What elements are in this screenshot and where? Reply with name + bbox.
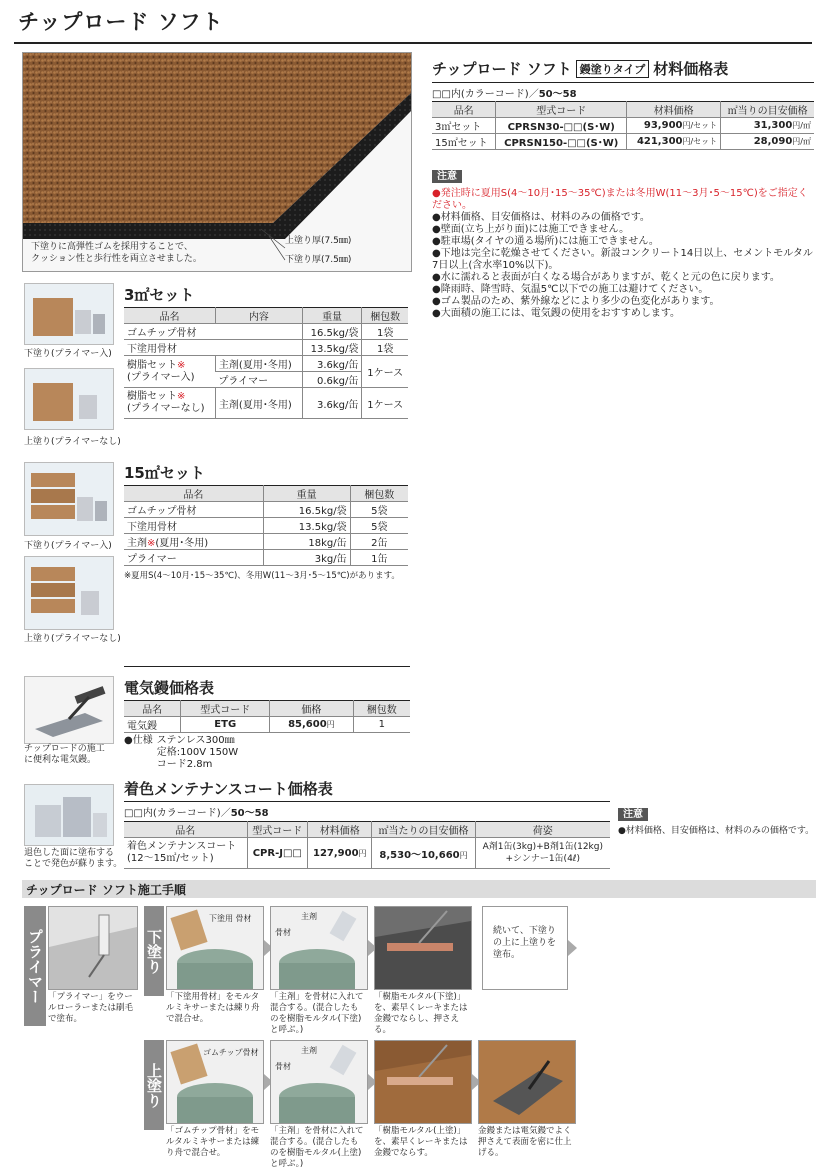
maint-photo	[24, 784, 114, 846]
step-top2-image: 主剤 骨材	[270, 1040, 368, 1124]
step-under3-image	[374, 906, 472, 990]
step-top2-caption: 「主剤」を骨材に入れて混合する。(混合したものを樹脂モルタル(上塗)と呼ぶ。)	[270, 1126, 364, 1169]
price-table: 品名 型式コード 材料価格 ㎡当りの目安価格 3㎡セット CPRSN30-□□(S･W) 93,900円/セット 31,300円/㎡ 15㎡セット CPRSN150-□□(S･W) 421,300円/セット 28,090円/㎡	[432, 101, 814, 150]
step-under1-image: 下塗用 骨材	[166, 906, 264, 990]
step-under3-caption: 「樹脂モルタル(下塗)」を、素早くレーキまたは金鏝でならし、押さえる。	[374, 992, 468, 1035]
table-row: 電気鏝 ETG 85,600円 1	[124, 717, 410, 733]
maint-table: 品名 型式コード 材料価格 ㎡当たりの目安価格 荷姿 着色メンテナンスコート (12〜15㎡/セット) CPR-J□□ 127,900円 8,530〜10,660円 A剤1缶(3kg)+B剤1缶(12kg) +シンナー1缶(4ℓ)	[124, 821, 610, 869]
label-top-coat: 上塗り厚(7.5㎜)	[285, 236, 352, 246]
maint-photo-caption: 退色した面に塗布する ことで発色が蘇ります。	[24, 848, 123, 869]
set15-title: 15㎡セット	[124, 464, 205, 482]
table-row: 樹脂セット※ (プライマーなし) 主剤(夏用･冬用) 3.6kg/缶 1ケース	[124, 388, 408, 419]
set15-photo-no-primer	[24, 556, 114, 630]
table-row: 着色メンテナンスコート (12〜15㎡/セット) CPR-J□□ 127,900円 8,530〜10,660円 A剤1缶(3kg)+B剤1缶(12kg) +シンナー1缶(4ℓ)	[124, 838, 610, 869]
page-title: チップロード ソフト	[18, 10, 224, 34]
table-row: 樹脂セット※ (プライマー入) 主剤(夏用･冬用) 3.6kg/缶 1ケース	[124, 356, 408, 372]
step-under1-caption: 「下塗用骨材」をモルタルミキサーまたは練り舟で混合せ。	[166, 992, 260, 1024]
hero-image	[22, 52, 412, 272]
set3-table: 品名 内容 重量 梱包数 ゴムチップ骨材 16.5kg/袋 1袋 下塗用骨材 13.5kg/袋 1袋 樹脂セット※ (プライマー入) 主剤(夏用･冬用) 3.6kg/缶 1ケース プライマー 0.6kg/缶 樹脂セット※ (プライマーなし) 主剤(夏用･冬用) 3.6kg/缶 1ケース	[124, 307, 408, 419]
set15-table: 品名 重量 梱包数 ゴムチップ骨材 16.5kg/袋 5袋 下塗用骨材 13.5kg/袋 5袋 主剤※(夏用･冬用) 18kg/缶 2缶 プライマー 3kg/缶 1缶	[124, 485, 408, 566]
label-base-coat: 下塗り厚(7.5㎜)	[285, 255, 352, 265]
step-top3-caption: 「樹脂モルタル(上塗)」を、素早くレーキまたは金鏝でならす。	[374, 1126, 468, 1158]
trowel-title: 電気鏝価格表	[124, 679, 215, 697]
set15-photo-primer	[24, 462, 114, 536]
set15-footnote: ※夏用S(4〜10月･15〜35℃)、冬用W(11〜3月･5〜15℃)があります。	[124, 571, 400, 581]
step-top3-image	[374, 1040, 472, 1124]
table-row: 下塗用骨材 13.5kg/袋 5袋	[124, 518, 408, 534]
table-row: 3㎡セット CPRSN30-□□(S･W) 93,900円/セット 31,300円/㎡	[432, 118, 814, 134]
step-top1-caption: 「ゴムチップ骨材」をモルタルミキサーまたは練り舟で混合せ。	[166, 1126, 260, 1158]
title-rule	[14, 42, 812, 44]
step-primer-caption: 「プライマー」をウールローラーまたは刷毛で塗布。	[48, 992, 134, 1024]
set3-photo-no-primer	[24, 368, 114, 430]
trowel-photo-caption: チップロードの施工 に便利な電気鏝。	[24, 744, 105, 765]
hero-caption: 下塗りに高弾性ゴムを採用することで、 クッション性と歩行性を両立させました。	[31, 242, 202, 264]
rubber-chip-illustration	[23, 53, 411, 271]
trowel-section	[124, 666, 410, 771]
set3-title: 3㎡セット	[124, 286, 195, 304]
set3-photo-no-primer-caption: 上塗り(プライマーなし)	[24, 437, 121, 447]
top-coat-label: 上塗り	[144, 1040, 164, 1130]
next-step-box: 続いて、下塗りの上に上塗りを塗布。	[482, 906, 568, 990]
trowel-table: 品名 型式コード 価格 梱包数 電気鏝 ETG 85,600円 1	[124, 700, 410, 733]
step-primer-image	[48, 906, 138, 990]
trowel-type-tag: 鏝塗りタイプ	[576, 60, 649, 78]
price-table-title: チップロード ソフト	[432, 60, 572, 78]
set3-photo-primer-caption: 下塗り(プライマー入)	[24, 349, 112, 359]
trowel-spec: ●仕様 ステンレス300㎜ 定格:100V 150W コード2.8m	[124, 735, 239, 770]
set3-section	[124, 284, 408, 419]
set3-photo-primer	[24, 283, 114, 345]
notes-top: 注意 ●発注時に夏用S(4〜10月･15〜35℃)または冬用W(11〜3月･5〜15℃)をご指定ください。 ●材料価格、目安価格は、材料のみの価格です。 ●壁面(立ち上がり面)には施工できません。 ●駐車場(タイヤの通る場所)には施工できません。 ●下地は完全に乾燥させてください。新設コンクリート14日以上、セメントモルタル7日以上(含水率10%以下)。 ●水に濡れると表面が白くなる場合がありますが、乾くと元の色に戻ります。 ●降雨時、降雪時、気温5℃以下での施工は避けてください。 ●ゴム製品のため、紫外線などにより多少の色変化があります。 ●大面積の施工には、電気鏝の使用をおすすめします。	[432, 171, 813, 319]
maint-title: 着色メンテナンスコート価格表	[124, 780, 333, 798]
set15-section	[124, 462, 408, 581]
maint-notes: 注意 ●材料価格、目安価格は、材料のみの価格です。	[618, 809, 815, 836]
table-row: 主剤※(夏用･冬用) 18kg/缶 2缶	[124, 534, 408, 550]
step-under2-caption: 「主剤」を骨材に入れて混合する。(混合したものを樹脂モルタル(下塗)と呼ぶ。)	[270, 992, 364, 1035]
step-under2-image: 主剤 骨材	[270, 906, 368, 990]
arrow-right-icon	[568, 940, 577, 956]
table-row: プライマー 3kg/缶 1缶	[124, 550, 408, 566]
step-top4-caption: 金鏝または電気鏝でよく押さえて表面を密に仕上げる。	[478, 1126, 572, 1158]
price-table-section: チップロード ソフト 鏝塗りタイプ 材料価格表 □□内(カラーコード)／50〜58 品名 型式コード 材料価格 ㎡当りの目安価格 3㎡セット CPRSN30-□□(S･W) 93,900円/セット 31,300円/㎡ 15㎡セット CPRSN150-□□(S･W) 421,300円/セット 28,090円/㎡	[432, 58, 814, 150]
table-row: ゴムチップ骨材 16.5kg/袋 1袋	[124, 324, 408, 340]
under-coat-label: 下塗り	[144, 906, 164, 996]
trowel-photo	[24, 676, 114, 744]
maint-section	[124, 778, 610, 869]
set15-photo-no-primer-caption: 上塗り(プライマーなし)	[24, 634, 121, 644]
color-code-note: □□内(カラーコード)／50〜58	[432, 89, 577, 100]
primer-label: プライマー	[24, 906, 46, 1026]
note-tag: 注意	[432, 170, 462, 183]
maint-color-code-note: □□内(カラーコード)／50〜58	[124, 808, 269, 819]
table-row: 15㎡セット CPRSN150-□□(S･W) 421,300円/セット 28,090円/㎡	[432, 134, 814, 150]
step-top1-image: ゴムチップ骨材	[166, 1040, 264, 1124]
table-row: プライマー 0.6kg/缶	[124, 372, 408, 388]
table-row: 下塗用骨材 13.5kg/袋 1袋	[124, 340, 408, 356]
set15-photo-primer-caption: 下塗り(プライマー入)	[24, 541, 112, 551]
step-top4-image	[478, 1040, 576, 1124]
procedure-title: チップロード ソフト施工手順	[26, 883, 186, 897]
table-row: ゴムチップ骨材 16.5kg/袋 5袋	[124, 502, 408, 518]
